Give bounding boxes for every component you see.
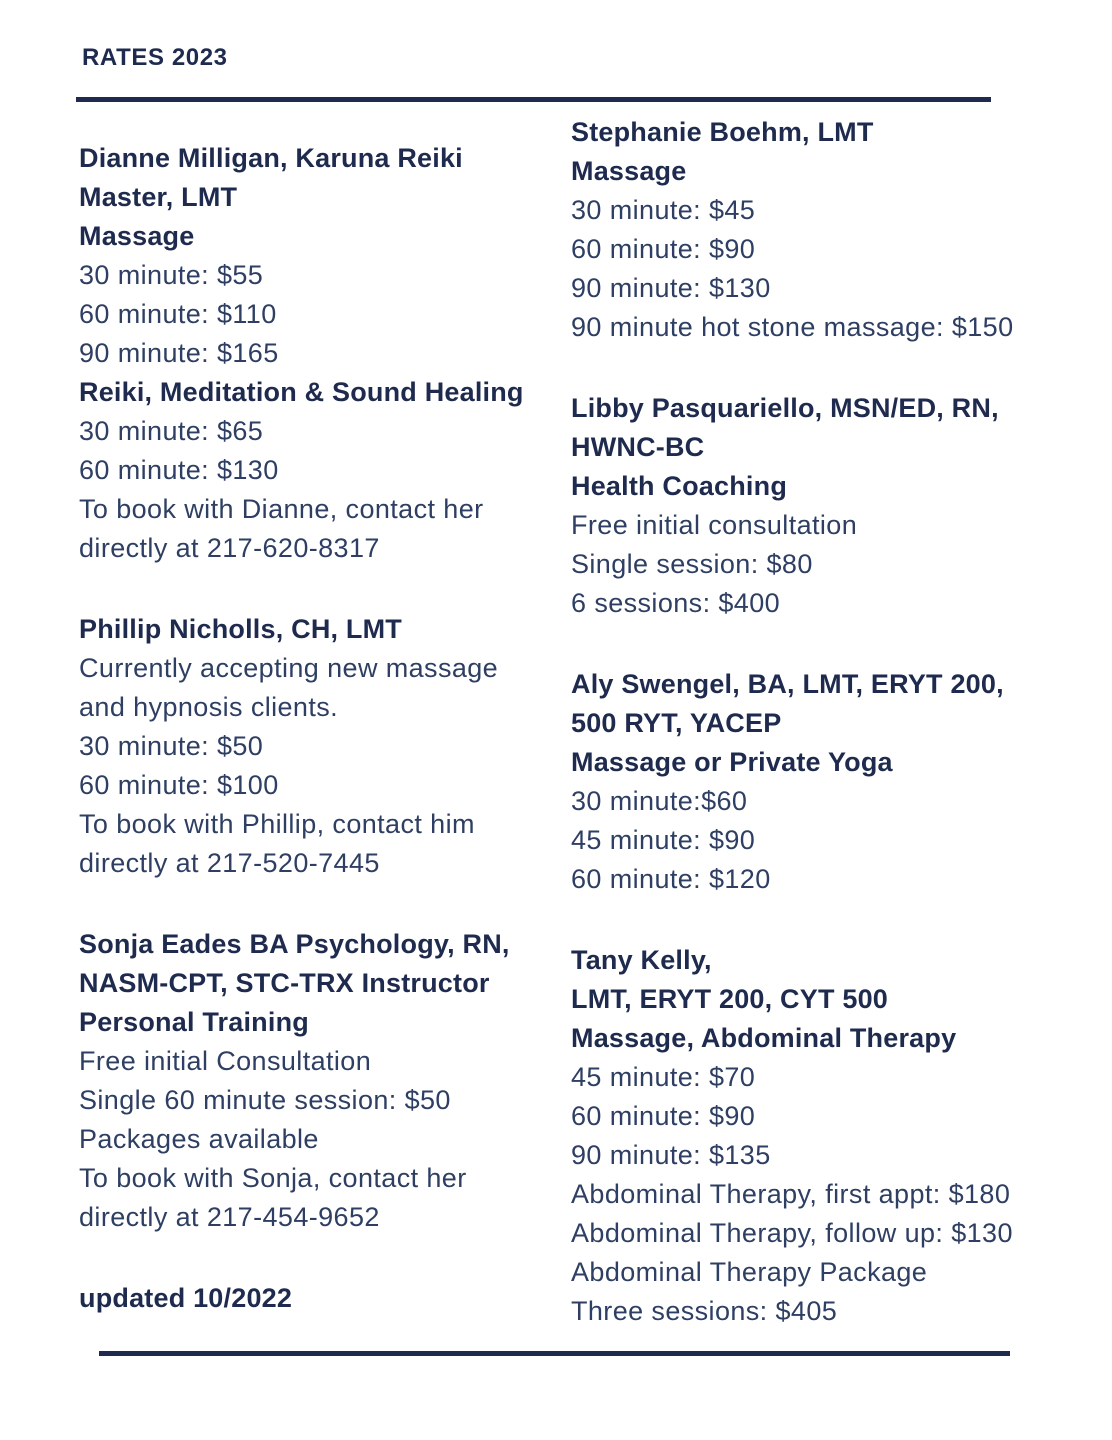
libby-pasquariello-line-2: Health Coaching [571,471,788,501]
dianne-milligan-line-7: 30 minute: $65 [79,416,264,446]
tany-kelly-line-5: 90 minute: $135 [571,1140,771,1170]
dianne-milligan-line-8: 60 minute: $130 [79,455,279,485]
aly-swengel-line-4: 45 minute: $90 [571,825,756,855]
stephanie-boehm-line-5: 90 minute hot stone massage: $150 [571,312,1014,342]
sonja-eades-line-4: Single 60 minute session: $50 [79,1085,451,1115]
dianne-milligan-line-10: directly at 217-620-8317 [79,533,380,563]
sonja-eades-line-1: NASM-CPT, STC-TRX Instructor [79,968,490,998]
phillip-nicholls-line-4: 60 minute: $100 [79,770,279,800]
page-title: RATES 2023 [82,44,228,71]
sonja-eades-line-0: Sonja Eades BA Psychology, RN, [79,929,510,959]
section-dianne-milligan [79,139,569,568]
section-phillip-nicholls [79,610,569,883]
tany-kelly-line-4: 60 minute: $90 [571,1101,756,1131]
dianne-milligan-line-3: 30 minute: $55 [79,260,264,290]
section-libby-pasquariello [571,389,1061,623]
section-updated-note [79,1279,569,1318]
libby-pasquariello-line-4: Single session: $80 [571,549,813,579]
libby-pasquariello-line-0: Libby Pasquariello, MSN/ED, RN, [571,393,999,423]
tany-kelly-line-9: Three sessions: $405 [571,1296,838,1326]
aly-swengel-line-0: Aly Swengel, BA, LMT, ERYT 200, [571,669,1004,699]
sonja-eades-line-2: Personal Training [79,1007,309,1037]
libby-pasquariello-line-5: 6 sessions: $400 [571,588,781,618]
tany-kelly-line-3: 45 minute: $70 [571,1062,756,1092]
sonja-eades-line-5: Packages available [79,1124,319,1154]
phillip-nicholls-line-0: Phillip Nicholls, CH, LMT [79,614,403,644]
stephanie-boehm-line-2: 30 minute: $45 [571,195,756,225]
bottom-divider-rule [99,1351,1010,1356]
dianne-milligan-line-5: 90 minute: $165 [79,338,279,368]
dianne-milligan-line-9: To book with Dianne, contact her [79,494,484,524]
tany-kelly-line-6: Abdominal Therapy, first appt: $180 [571,1179,1011,1209]
tany-kelly-line-7: Abdominal Therapy, follow up: $130 [571,1218,1013,1248]
phillip-nicholls-line-6: directly at 217-520-7445 [79,848,380,878]
tany-kelly-line-1: LMT, ERYT 200, CYT 500 [571,984,888,1014]
stephanie-boehm-line-0: Stephanie Boehm, LMT [571,117,874,147]
right-column [571,113,1061,1373]
dianne-milligan-line-1: Master, LMT [79,182,238,212]
aly-swengel-line-3: 30 minute:$60 [571,786,748,816]
dianne-milligan-line-6: Reiki, Meditation & Sound Healing [79,377,524,407]
sonja-eades-line-6: To book with Sonja, contact her [79,1163,467,1193]
left-column [79,139,569,1360]
dianne-milligan-line-4: 60 minute: $110 [79,299,277,329]
stephanie-boehm-line-1: Massage [571,156,687,186]
phillip-nicholls-line-1: Currently accepting new massage [79,653,499,683]
tany-kelly-line-8: Abdominal Therapy Package [571,1257,928,1287]
libby-pasquariello-line-1: HWNC-BC [571,432,705,462]
section-tany-kelly [571,941,1061,1331]
section-sonja-eades [79,925,569,1237]
section-aly-swengel [571,665,1061,899]
dianne-milligan-line-2: Massage [79,221,195,251]
phillip-nicholls-line-2: and hypnosis clients. [79,692,339,722]
sonja-eades-line-3: Free initial Consultation [79,1046,372,1076]
tany-kelly-line-0: Tany Kelly, [571,945,712,975]
aly-swengel-line-1: 500 RYT, YACEP [571,708,782,738]
libby-pasquariello-line-3: Free initial consultation [571,510,858,540]
aly-swengel-line-5: 60 minute: $120 [571,864,771,894]
updated-note-line-0: updated 10/2022 [79,1283,293,1313]
sonja-eades-line-7: directly at 217-454-9652 [79,1202,380,1232]
aly-swengel-line-2: Massage or Private Yoga [571,747,893,777]
section-stephanie-boehm [571,113,1061,347]
dianne-milligan-line-0: Dianne Milligan, Karuna Reiki [79,143,463,173]
phillip-nicholls-line-5: To book with Phillip, contact him [79,809,475,839]
phillip-nicholls-line-3: 30 minute: $50 [79,731,264,761]
tany-kelly-line-2: Massage, Abdominal Therapy [571,1023,957,1053]
stephanie-boehm-line-4: 90 minute: $130 [571,273,771,303]
top-divider-rule [76,97,991,102]
stephanie-boehm-line-3: 60 minute: $90 [571,234,756,264]
